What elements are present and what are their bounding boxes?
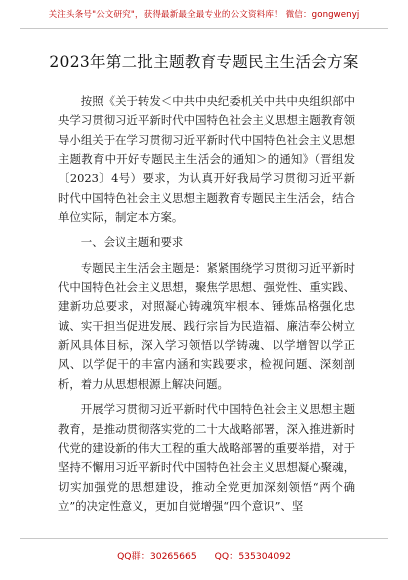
paragraph-intro: 按照《关于转发＜中共中央纪委机关中共中央组织部中央学习贯彻习近平新时代中国特色社会主义思想主题教育领导小组关于在学习贯彻习近平新时代中国特色社会主义思想主题教育中开好专题民主生活会的通知＞的通知》（晋组发〔2023〕4号）要求，为认真开好我局学习贯彻习近平新时代中国特色社会主义思想主题教育专题民主生活会，结合单位实际，制定本方案。 bbox=[58, 94, 355, 225]
footer-divider bbox=[20, 538, 388, 539]
paragraph-significance: 开展学习贯彻习近平新时代中国特色社会主义思想主题教育，是推动贯彻落实党的二十大战略部署，深入推进新时代党的建设新的伟大工程的重大战略部署的重要举措，对于坚持不懈用习近平新时代中国特色社会主义思想凝心聚魂，切实加强党的思想建设，推动全党更加深刻领悟“两个确立”的决定性意义，更加自觉增强“四个意识”、坚 bbox=[58, 402, 355, 513]
footer-qq-number: QQ：535304092 bbox=[214, 551, 291, 562]
footer-qq-group: QQ群：30265665 bbox=[117, 551, 197, 562]
document-body bbox=[58, 92, 355, 516]
header-promo-note: 关注头条号"公文研究"，获得最新最全最专业的公文资料库！ 微信：gongwenyj bbox=[48, 10, 360, 20]
section-heading-1: 一、会议主题和要求 bbox=[80, 235, 184, 250]
paragraph-theme: 专题民主生活会主题是：紧紧围绕学习贯彻习近平新时代中国特色社会主义思想，聚焦学思想、强党性、重实践、建新功总要求，对照凝心铸魂筑牢根本、锤炼品格强化忠诚、实干担当促进发展、践行宗旨为民造福、廉洁奉公树立新风具体目标，深入学习领悟以学铸魂、以学增智以学正风、以学促干的丰富内涵和实践要求，检视问题、深刻剖析，着力从思想根源上解决问题。 bbox=[58, 260, 355, 391]
document-title: 2023年第二批主题教育专题民主生活会方案 bbox=[49, 53, 359, 71]
footer-contact bbox=[0, 548, 408, 562]
header-divider bbox=[20, 28, 388, 29]
